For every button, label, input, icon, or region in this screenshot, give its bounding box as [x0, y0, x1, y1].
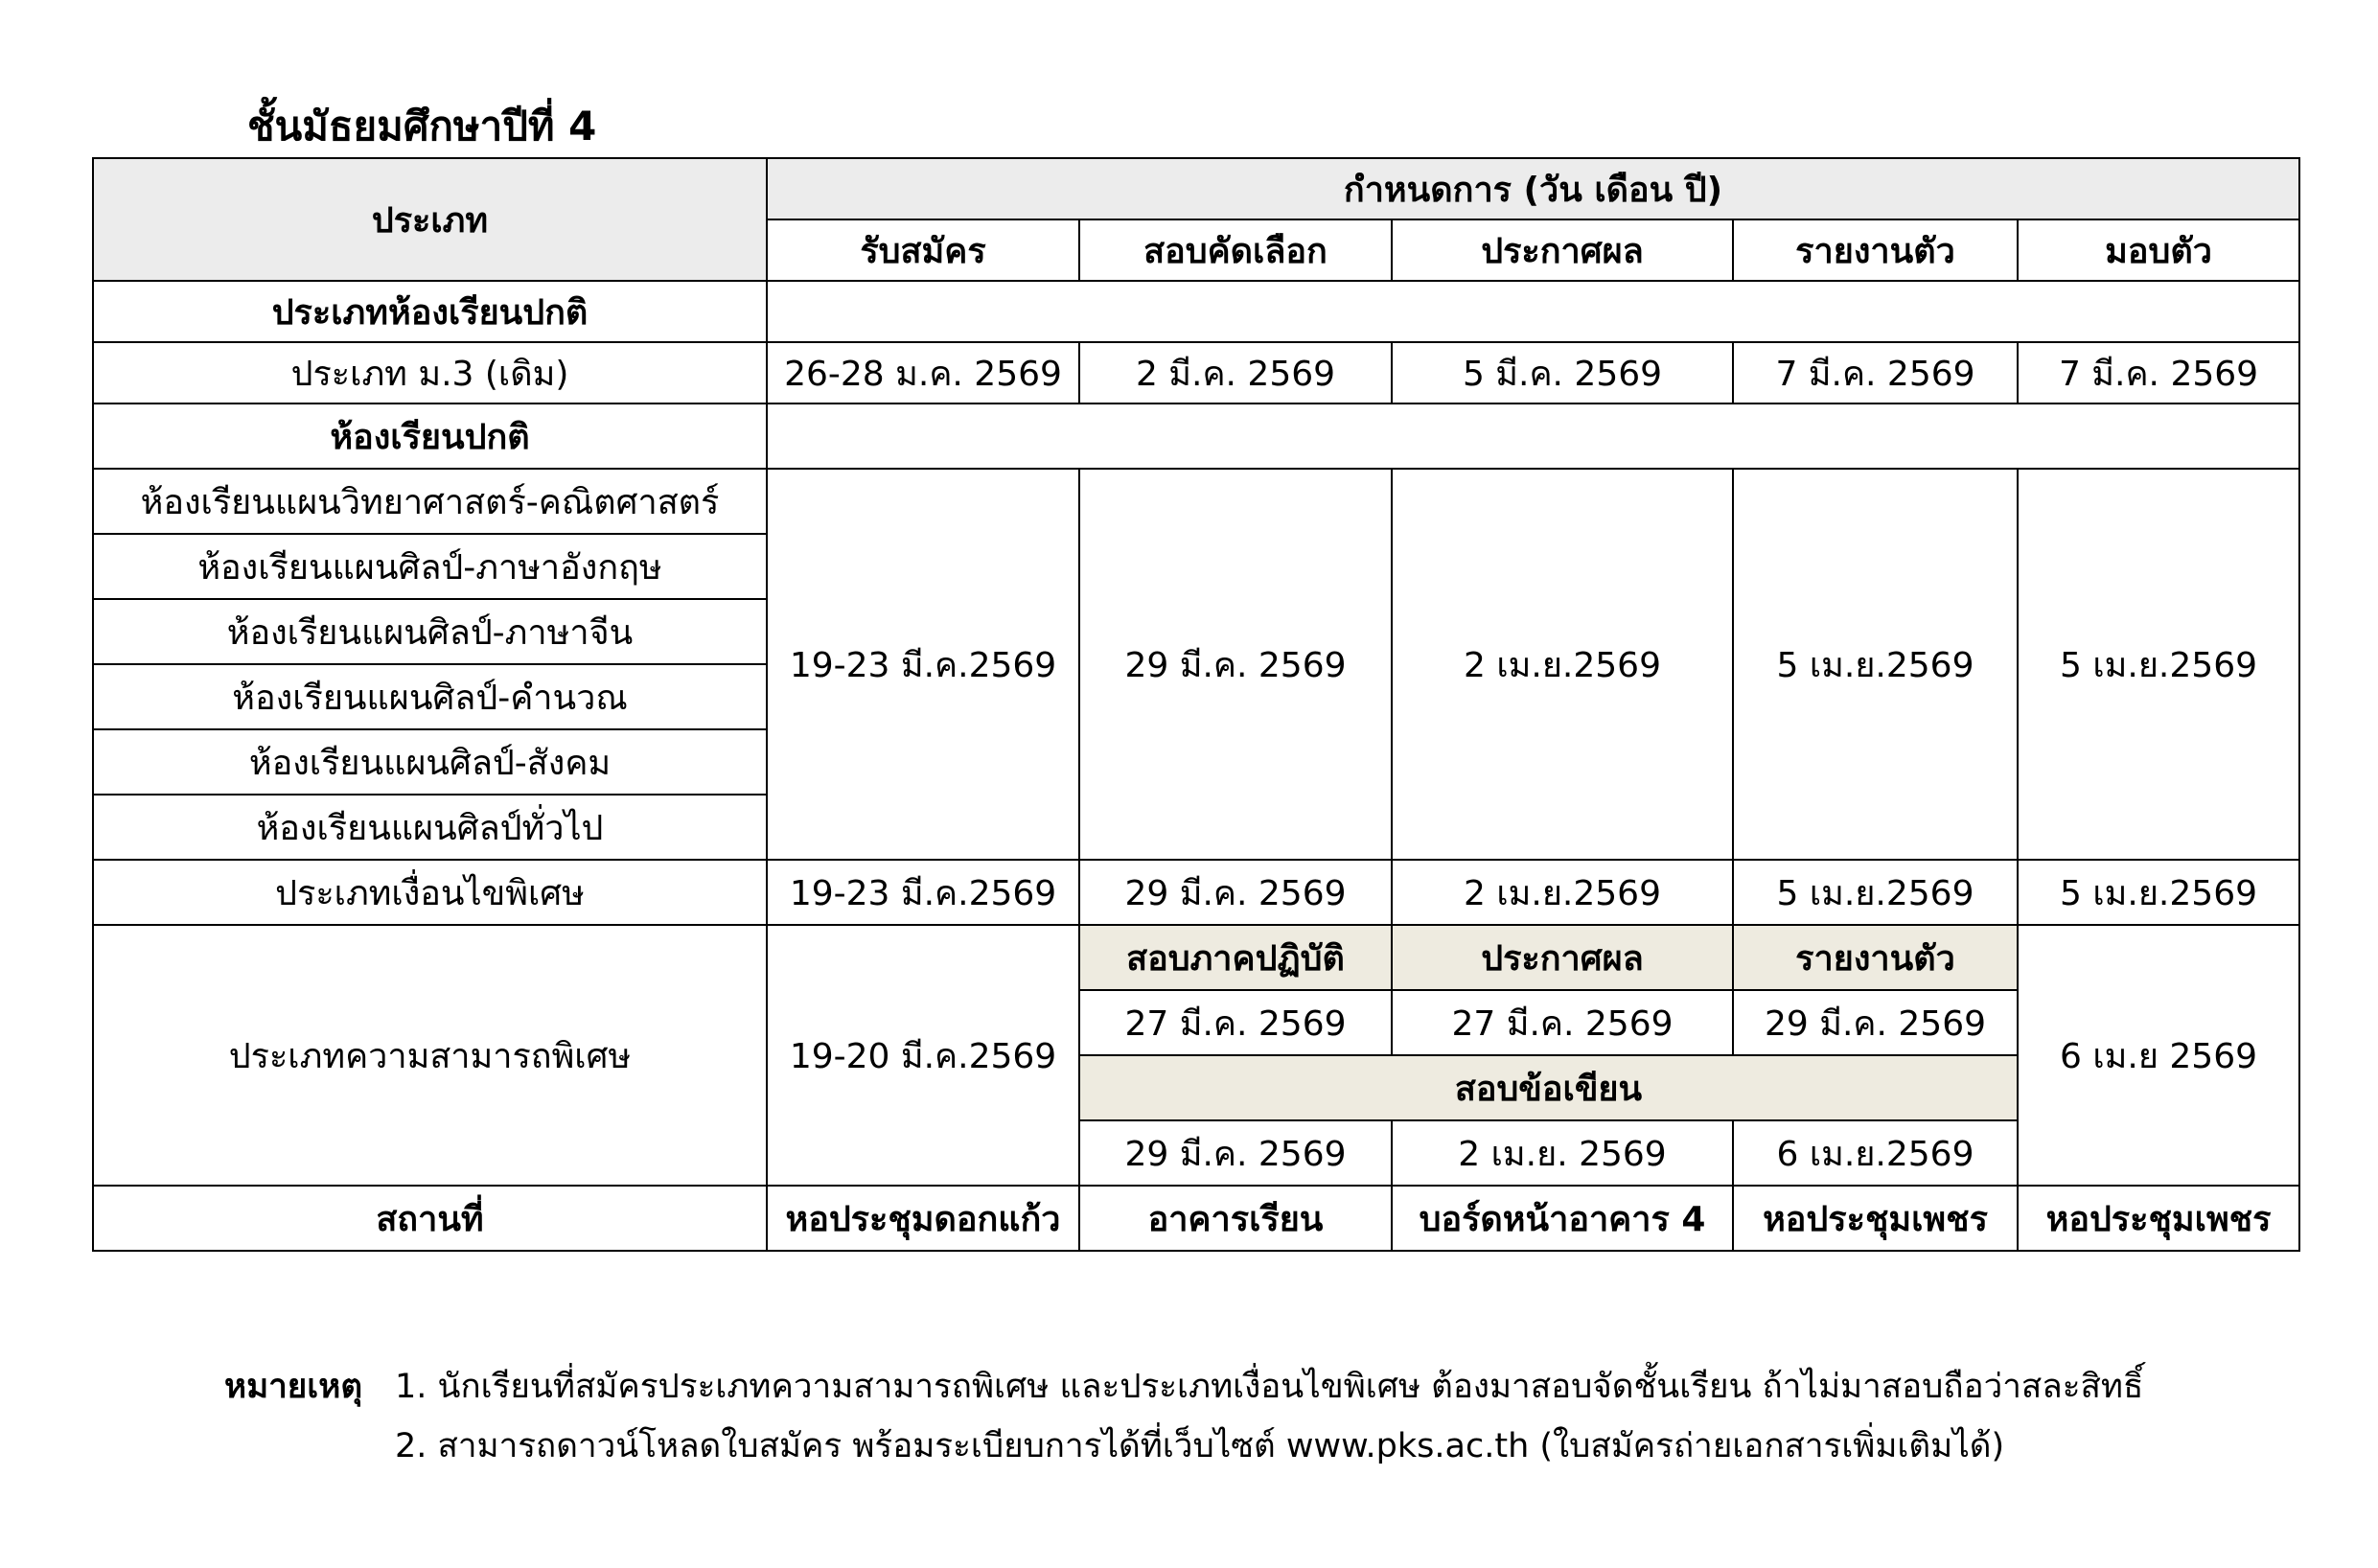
section-regular-class: ห้องเรียนปกติ: [93, 404, 767, 469]
practical-exam-date: 27 มี.ค. 2569: [1079, 990, 1392, 1055]
row-label-special-condition: ประเภทเงื่อนไขพิเศษ: [93, 860, 767, 925]
column-header-exam: สอบคัดเลือก: [1079, 219, 1392, 281]
m3-handover-date: 7 มี.ค. 2569: [2018, 342, 2299, 404]
section-normal-class: ประเภทห้องเรียนปกติ: [93, 281, 767, 342]
written-exam-header: สอบข้อเขียน: [1079, 1055, 2018, 1120]
column-header-report: รายงานตัว: [1733, 219, 2018, 281]
room-label: ห้องเรียนแผนศิลป์ทั่วไป: [93, 795, 767, 860]
regular-apply-date: 19-23 มี.ค.2569: [767, 469, 1079, 860]
column-header-handover: มอบตัว: [2018, 219, 2299, 281]
section-blank: [767, 281, 2299, 342]
special-condition-announce-date: 2 เม.ย.2569: [1392, 860, 1733, 925]
column-header-announce: ประกาศผล: [1392, 219, 1733, 281]
special-condition-report-date: 5 เม.ย.2569: [1733, 860, 2018, 925]
special-condition-exam-date: 29 มี.ค. 2569: [1079, 860, 1392, 925]
notes-section: [224, 1357, 2143, 1476]
special-ability-apply-date: 19-20 มี.ค.2569: [767, 925, 1079, 1186]
type-header: ประเภท: [93, 158, 767, 281]
venue-label: สถานที่: [93, 1186, 767, 1251]
practical-exam-header: สอบภาคปฏิบัติ: [1079, 925, 1392, 990]
venue-report: หอประชุมเพชร: [1733, 1186, 2018, 1251]
schedule-header: กำหนดการ (วัน เดือน ปี): [767, 158, 2299, 219]
m3-report-date: 7 มี.ค. 2569: [1733, 342, 2018, 404]
regular-announce-date: 2 เม.ย.2569: [1392, 469, 1733, 860]
written-exam-date: 29 มี.ค. 2569: [1079, 1120, 1392, 1186]
schedule-table: [92, 157, 2300, 1252]
venue-announce: บอร์ดหน้าอาคาร 4: [1392, 1186, 1733, 1251]
page-title: ชั้นมัธยมศึกษาปีที่ 4: [247, 103, 597, 150]
venue-apply: หอประชุมดอกแก้ว: [767, 1186, 1079, 1251]
written-announce-date: 2 เม.ย. 2569: [1392, 1120, 1733, 1186]
table-row: [93, 469, 2299, 534]
table-row: [93, 342, 2299, 404]
note-item: 1. นักเรียนที่สมัครประเภทความสามารถพิเศษ และประเภทเงื่อนไขพิเศษ ต้องมาสอบจัดชั้นเรียน ถ้าไม่มาสอบถือว่าสละสิทธิ์: [395, 1368, 2144, 1406]
column-header-apply: รับสมัคร: [767, 219, 1079, 281]
row-label-special-ability: ประเภทความสามารถพิเศษ: [93, 925, 767, 1186]
venue-exam: อาคารเรียน: [1079, 1186, 1392, 1251]
section-blank: [767, 404, 2299, 469]
special-ability-handover-date: 6 เม.ย 2569: [2018, 925, 2299, 1186]
table-row: [93, 1186, 2299, 1251]
special-condition-handover-date: 5 เม.ย.2569: [2018, 860, 2299, 925]
m3-exam-date: 2 มี.ค. 2569: [1079, 342, 1392, 404]
room-label: ห้องเรียนแผนวิทยาศาสตร์-คณิตศาสตร์: [93, 469, 767, 534]
practical-report-date: 29 มี.ค. 2569: [1733, 990, 2018, 1055]
regular-handover-date: 5 เม.ย.2569: [2018, 469, 2299, 860]
notes-label: หมายเหตุ: [224, 1368, 363, 1406]
m3-announce-date: 5 มี.ค. 2569: [1392, 342, 1733, 404]
regular-exam-date: 29 มี.ค. 2569: [1079, 469, 1392, 860]
written-report-date: 6 เม.ย.2569: [1733, 1120, 2018, 1186]
table-row: [93, 860, 2299, 925]
row-label-m3: ประเภท ม.3 (เดิม): [93, 342, 767, 404]
room-label: ห้องเรียนแผนศิลป์-ภาษาอังกฤษ: [93, 534, 767, 599]
practical-announce-header: ประกาศผล: [1392, 925, 1733, 990]
practical-report-header: รายงานตัว: [1733, 925, 2018, 990]
room-label: ห้องเรียนแผนศิลป์-สังคม: [93, 729, 767, 795]
room-label: ห้องเรียนแผนศิลป์-ภาษาจีน: [93, 599, 767, 664]
venue-handover: หอประชุมเพชร: [2018, 1186, 2299, 1251]
practical-announce-date: 27 มี.ค. 2569: [1392, 990, 1733, 1055]
note-item: 2. สามารถดาวน์โหลดใบสมัคร พร้อมระเบียบการได้ที่เว็บไซต์ www.pks.ac.th (ใบสมัครถ่ายเอกสารเพิ่มเติมได้): [395, 1427, 2005, 1465]
regular-report-date: 5 เม.ย.2569: [1733, 469, 2018, 860]
room-label: ห้องเรียนแผนศิลป์-คำนวณ: [93, 664, 767, 729]
special-condition-apply-date: 19-23 มี.ค.2569: [767, 860, 1079, 925]
m3-apply-date: 26-28 ม.ค. 2569: [767, 342, 1079, 404]
